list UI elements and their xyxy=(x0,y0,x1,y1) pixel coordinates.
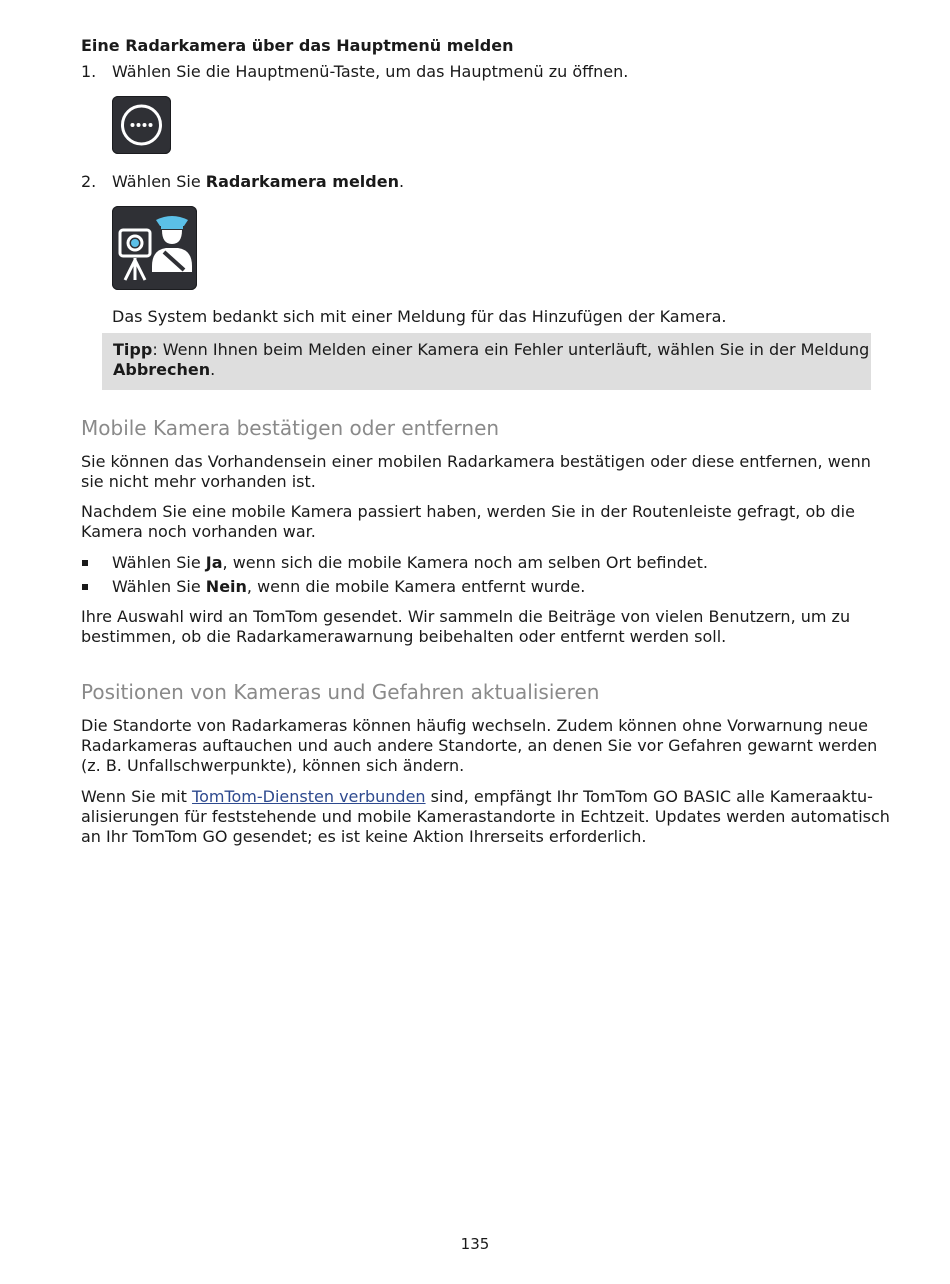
tip-box xyxy=(102,333,871,390)
paragraph: Sie können das Vorhandensein einer mobilen Radarkamera bestätigen oder diese entfernen, wenn sie nicht mehr vorhanden ist. xyxy=(81,452,871,491)
section-heading: Positionen von Kameras und Gefahren aktualisieren xyxy=(81,680,600,704)
main-menu-dots-icon xyxy=(112,96,171,154)
paragraph: Ihre Auswahl wird an TomTom gesendet. Wir sammeln die Beiträge von vielen Benutzern, um zu bestimmen, ob die Radarkamerawarnung beibehalten oder entfernt werden soll. xyxy=(81,607,851,646)
tomtom-services-link[interactable]: TomTom-Diensten verbunden xyxy=(192,787,426,806)
section-heading: Mobile Kamera bestätigen oder entfernen xyxy=(81,416,500,440)
report-speed-camera-icon xyxy=(112,206,197,290)
bullet-marker xyxy=(82,584,88,590)
step-number: 2. xyxy=(81,172,97,191)
confirmation-text: Das System bedankt sich mit einer Meldung für das Hinzufügen der Kamera. xyxy=(112,307,727,326)
bold-term: Radarkamera melden xyxy=(205,172,399,191)
bold-term: Ja xyxy=(205,553,223,572)
step-text: Wählen Sie die Hauptmenü-Taste, um das Hauptmenü zu öffnen. xyxy=(112,62,629,81)
list-item: Wählen Sie Ja, wenn sich die mobile Kamera noch am selben Ort befindet. xyxy=(81,553,871,573)
list-item: Wählen Sie Nein, wenn die mobile Kamera entfernt wurde. xyxy=(81,577,871,597)
tip-text: Tipp: Wenn Ihnen beim Melden einer Kamera ein Fehler unterläuft, wählen Sie in der Meldung Abbrechen. xyxy=(113,340,870,379)
paragraph: Nachdem Sie eine mobile Kamera passiert haben, werden Sie in der Routenleiste gefragt, ob die Kamera noch vorhanden war. xyxy=(81,502,855,541)
paragraph: Wenn Sie mit TomTom-Diensten verbunden sind, empfängt Ihr TomTom GO BASIC alle Kameraaktu- alisierungen für feststehende und mobile Kamerastandorte in Echtzeit. Updates werden automatisch an Ihr TomTom GO gesendet; es ist keine Aktion Ihrerseits erforderlich. xyxy=(81,787,890,846)
step-text: Wählen Sie Radarkamera melden. xyxy=(112,172,405,191)
bold-term: Nein xyxy=(205,577,247,596)
step-number: 1. xyxy=(81,62,97,81)
section-subheading: Eine Radarkamera über das Hauptmenü melden xyxy=(81,36,514,55)
page-number: 135 xyxy=(460,1235,490,1253)
paragraph: Die Standorte von Radarkameras können häufig wechseln. Zudem können ohne Vorwarnung neue Radarkameras auftauchen und auch andere Standorte, an denen Sie vor Gefahren gewarnt werden (z. B. Unfallschwerpunkte), können sich ändern. xyxy=(81,716,878,775)
tip-label: Tipp xyxy=(113,340,153,359)
bullet-marker xyxy=(82,560,88,566)
bold-term: Abbrechen xyxy=(113,360,211,379)
